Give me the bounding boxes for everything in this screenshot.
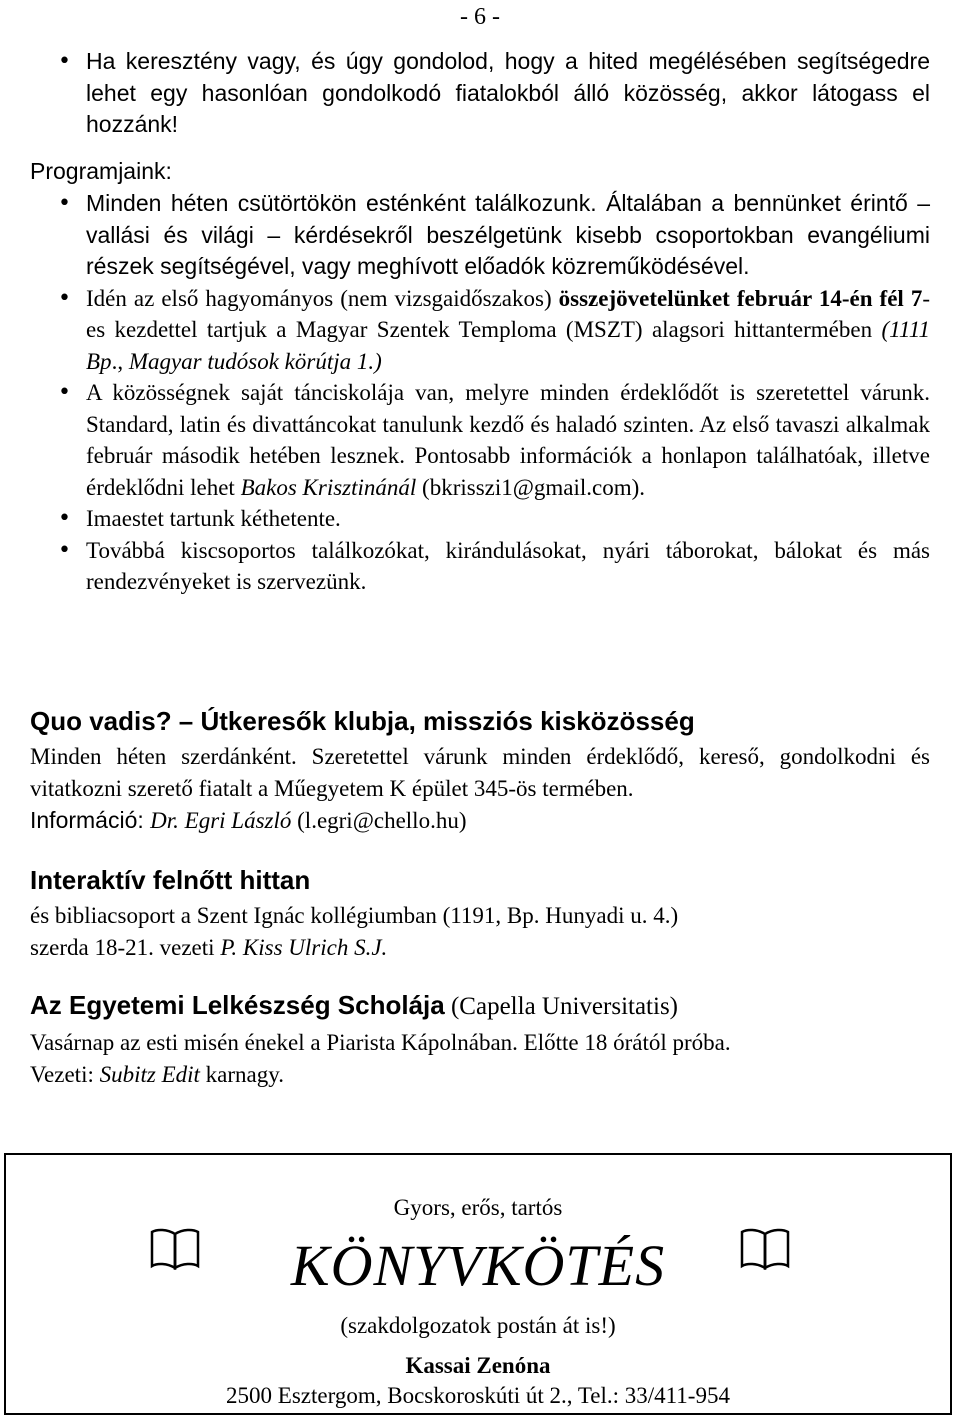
quo-vadis-info-email: (l.egri@chello.hu) bbox=[291, 808, 467, 833]
first-meeting-address-sep: ., bbox=[111, 348, 129, 374]
program-item-other bbox=[30, 535, 930, 598]
dance-contact-email: (bkrisszi1@gmail.com). bbox=[416, 474, 646, 500]
bookbinding-ad bbox=[4, 1153, 952, 1415]
other-text: Továbbá kiscsoportos találkozókat, kirándulásokat, nyári táborokat, bálokat és más rendezvényeket is szervezünk. bbox=[86, 537, 930, 594]
hittan-line1: és bibliacsoport a Szent Ignác kollégiumban (1191, Bp. Hunyadi u. 4.) bbox=[30, 903, 679, 928]
quo-vadis-info-name: Dr. Egri László bbox=[150, 808, 292, 833]
intro-text: Ha keresztény vagy, és úgy gondolod, hogy a hited megélésében segítségedre lehet egy hasonlóan gondolkodó fiatalokból álló közösség, akkor látogass el hozzánk! bbox=[86, 48, 930, 137]
program-item-prayer bbox=[30, 503, 930, 535]
page-number: - 6 - bbox=[460, 4, 500, 30]
dance-contact-name: Bakos Krisztinánál bbox=[240, 474, 417, 500]
ad-title: KÖNYVKÖTÉS bbox=[290, 1233, 666, 1298]
first-meeting-address-a: (1111 Bp bbox=[86, 317, 930, 374]
prayer-text: Imaestet tartunk kéthetente. bbox=[86, 506, 341, 531]
dance-text-a: A közösségnek saját tánciskolája van, melyre minden érdeklődőt is szeretettel várunk. Standard, latin és divattáncokat tanulunk kezdő és haladó szinten. Az első tavaszi alkalmak február második hetében lesznek. Pontosabb információk a honlapon találhatóak, illetve érdeklődni lehet bbox=[86, 380, 930, 500]
schola-title-rest: (Capella Universitatis) bbox=[444, 993, 678, 1020]
schola-leader: Subitz Edit bbox=[99, 1062, 200, 1087]
quo-vadis-title: Quo vadis? – Útkeresők klubja, missziós kisközösség bbox=[30, 706, 695, 736]
schola-title-bold: Az Egyetemi Lelkészség Scholája bbox=[30, 990, 445, 1020]
programs-list bbox=[30, 188, 960, 598]
quo-vadis-info bbox=[30, 805, 930, 837]
intro-bullet bbox=[30, 46, 930, 141]
schola-line2-suffix: karnagy. bbox=[199, 1062, 285, 1087]
schola-title bbox=[30, 988, 930, 1027]
ad-tagline: Gyors, erős, tartós bbox=[393, 1195, 563, 1220]
program-item-weekly-text: Minden héten csütörtökön esténként találkozunk. Általában a bennünket érintő – vallási és világi – kérdésekről beszélgetünk kisebb csoportokban evangéliumi részek segítségével, vagy meghívott előadók közreműködésével. bbox=[86, 190, 930, 279]
hittan-leader: P. Kiss Ulrich S.J. bbox=[220, 935, 388, 960]
hittan-title: Interaktív felnőtt hittan bbox=[30, 865, 311, 895]
programs-heading: Programjaink: bbox=[30, 158, 172, 184]
first-meeting-date: összejövetelünket február 14-én fél 7 bbox=[558, 285, 923, 311]
first-meeting-address-b: Magyar tudósok körútja 1.) bbox=[128, 348, 382, 374]
ad-contact-name: Kassai Zenóna bbox=[405, 1353, 551, 1378]
book-icon bbox=[739, 1228, 791, 1270]
quo-vadis-body: Minden héten szerdánként. Szeretettel várunk minden érdeklődő, kereső, gondolkodni és vitatkozni szerető fiatalt a Műegyetem K épület 345-ös termében. bbox=[30, 744, 930, 801]
ad-address: 2500 Esztergom, Bocskoroskúti út 2., Tel.: 33/411-954 bbox=[226, 1383, 730, 1408]
program-item-dance bbox=[30, 377, 930, 503]
hittan-line2-text: szerda 18-21. vezeti bbox=[30, 935, 221, 960]
ad-subtitle: (szakdolgozatok postán át is!) bbox=[340, 1313, 616, 1338]
schola-line1: Vasárnap az esti misén énekel a Piarista Kápolnában. Előtte 18 órától próba. bbox=[30, 1030, 731, 1055]
schola-line2-label: Vezeti: bbox=[30, 1062, 100, 1087]
schola-line2 bbox=[30, 1059, 930, 1091]
first-meeting-text-a: Idén az első hagyományos (nem vizsgaidőszakos) bbox=[86, 285, 559, 311]
program-item-weekly bbox=[30, 188, 930, 283]
first-meeting-text-c: -es kezdettel tartjuk a Magyar Szentek Temploma (MSZT) alagsori hittantermében bbox=[86, 285, 930, 342]
program-item-first-meeting bbox=[30, 283, 930, 378]
hittan-line2 bbox=[30, 932, 930, 964]
quo-vadis-info-label: Információ: bbox=[30, 807, 151, 833]
intro-list bbox=[30, 46, 960, 141]
